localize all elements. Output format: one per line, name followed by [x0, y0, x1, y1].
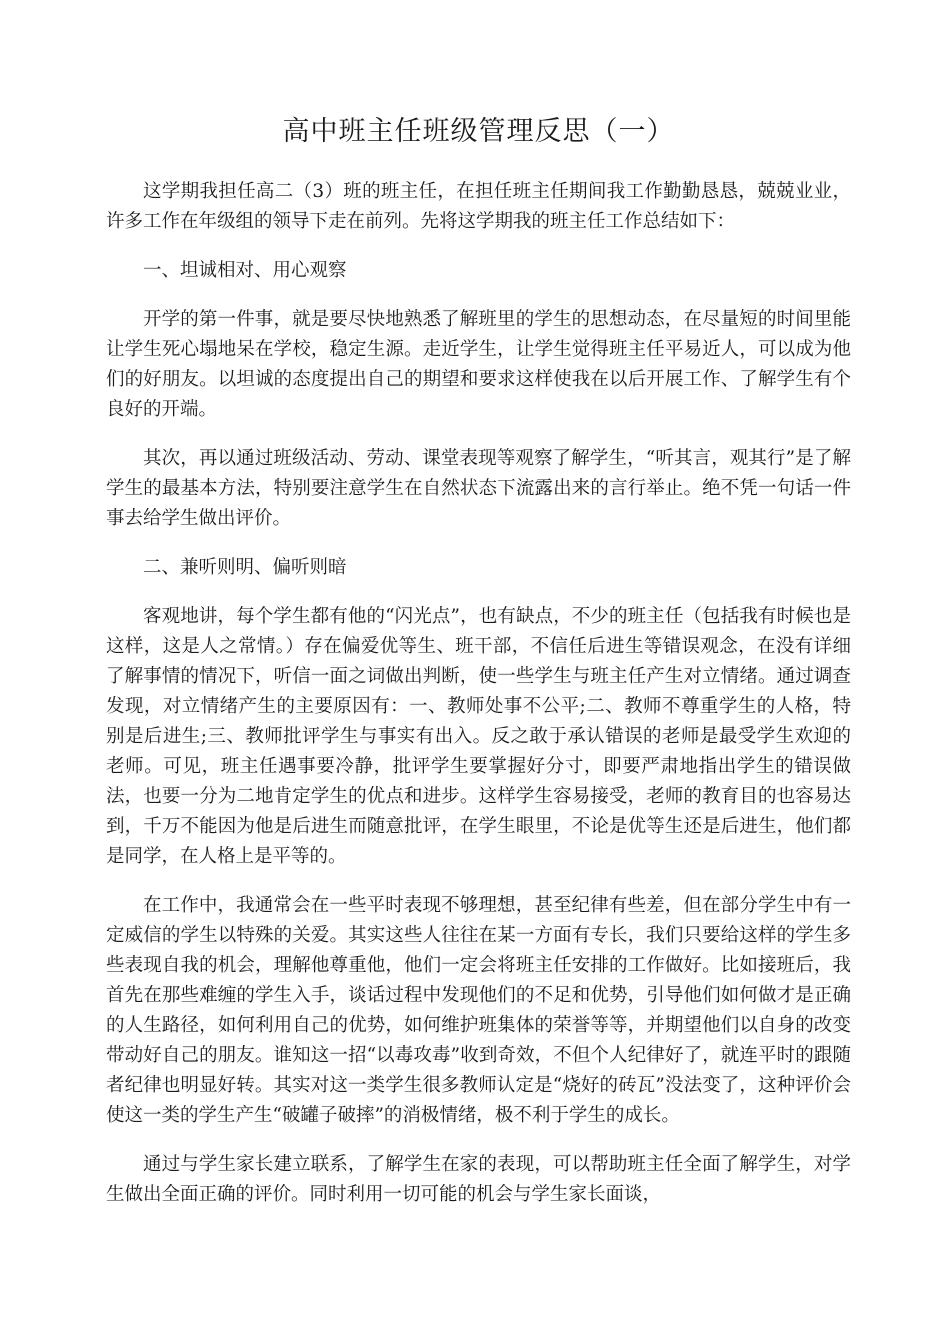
document-body — [106, 177, 851, 1229]
section-heading-2: 二、兼听则明、偏听则暗 — [143, 557, 347, 578]
body-paragraph: 其次，再以通过班级活动、劳动、课堂表现等观察了解学生，“听其言，观其行”是了解学生的最基本方法，特别要注意学生在自然状态下流露出来的言行举止。绝不凭一句话一件事去给学生做出评价。 — [106, 448, 851, 529]
body-paragraph: 在工作中，我通常会在一些平时表现不够理想，甚至纪律有些差，但在部分学生中有一定威信的学生以特殊的关爱。其实这些人往往在某一方面有专长，我们只要给这样的学生多些表现自我的机会，理解他尊重他，他们一定会将班主任安排的工作做好。比如接班后，我首先在那些难缠的学生入手，谈话过程中发现他们的不足和优势，引导他们如何做才是正确的人生路径，如何利用自己的优势，如何维护班集体的荣誉等等，并期望他们以自身的改变带动好自己的朋友。谁知这一招“以毒攻毒”收到奇效，不但个人纪律好了，就连平时的跟随者纪律也明显好转。其实对这一类学生很多教师认定是“烧好的砖瓦”没法变了，这种评价会使这一类的学生产生“破罐子破摔”的消极情绪，极不利于学生的成长。 — [106, 895, 851, 1126]
intro-paragraph: 这学期我担任高二（3）班的班主任，在担任班主任期间我工作勤勤恳恳，兢兢业业，许多工作在年级组的领导下走在前列。先将这学期我的班主任工作总结如下： — [106, 181, 851, 232]
document-title: 高中班主任班级管理反思（一） — [282, 116, 675, 147]
body-paragraph: 客观地讲，每个学生都有他的“闪光点”，也有缺点，不少的班主任（包括我有时候也是这样，这是人之常情。）存在偏爱优等生、班干部，不信任后进生等错误观念，在没有详细了解事情的情况下，听信一面之词做出判断，使一些学生与班主任产生对立情绪。通过调查发现，对立情绪产生的主要原因有：一、教师处事不公平;二、教师不尊重学生的人格，特别是后进生;三、教师批评学生与事实有出入。反之敢于承认错误的老师是最受学生欢迎的老师。可见，班主任遇事要冷静，批评学生要掌握好分寸，即要严肃地指出学生的错误做法，也要一分为二地肯定学生的优点和进步。这样学生容易接受，老师的教育目的也容易达到，千万不能因为他是后进生而随意批评，在学生眼里，不论是优等生还是后进生，他们都是同学，在人格上是平等的。 — [106, 606, 851, 867]
section-heading-1: 一、坦诚相对、用心观察 — [143, 260, 347, 281]
body-paragraph: 开学的第一件事，就是要尽快地熟悉了解班里的学生的思想动态，在尽量短的时间里能让学生死心塌地呆在学校，稳定生源。走近学生，让学生觉得班主任平易近人，可以成为他们的好朋友。以坦诚的态度提出自己的期望和要求这样使我在以后开展工作、了解学生有个良好的开端。 — [106, 309, 851, 420]
body-paragraph: 通过与学生家长建立联系，了解学生在家的表现，可以帮助班主任全面了解学生，对学生做出全面正确的评价。同时利用一切可能的机会与学生家长面谈， — [106, 1154, 851, 1205]
